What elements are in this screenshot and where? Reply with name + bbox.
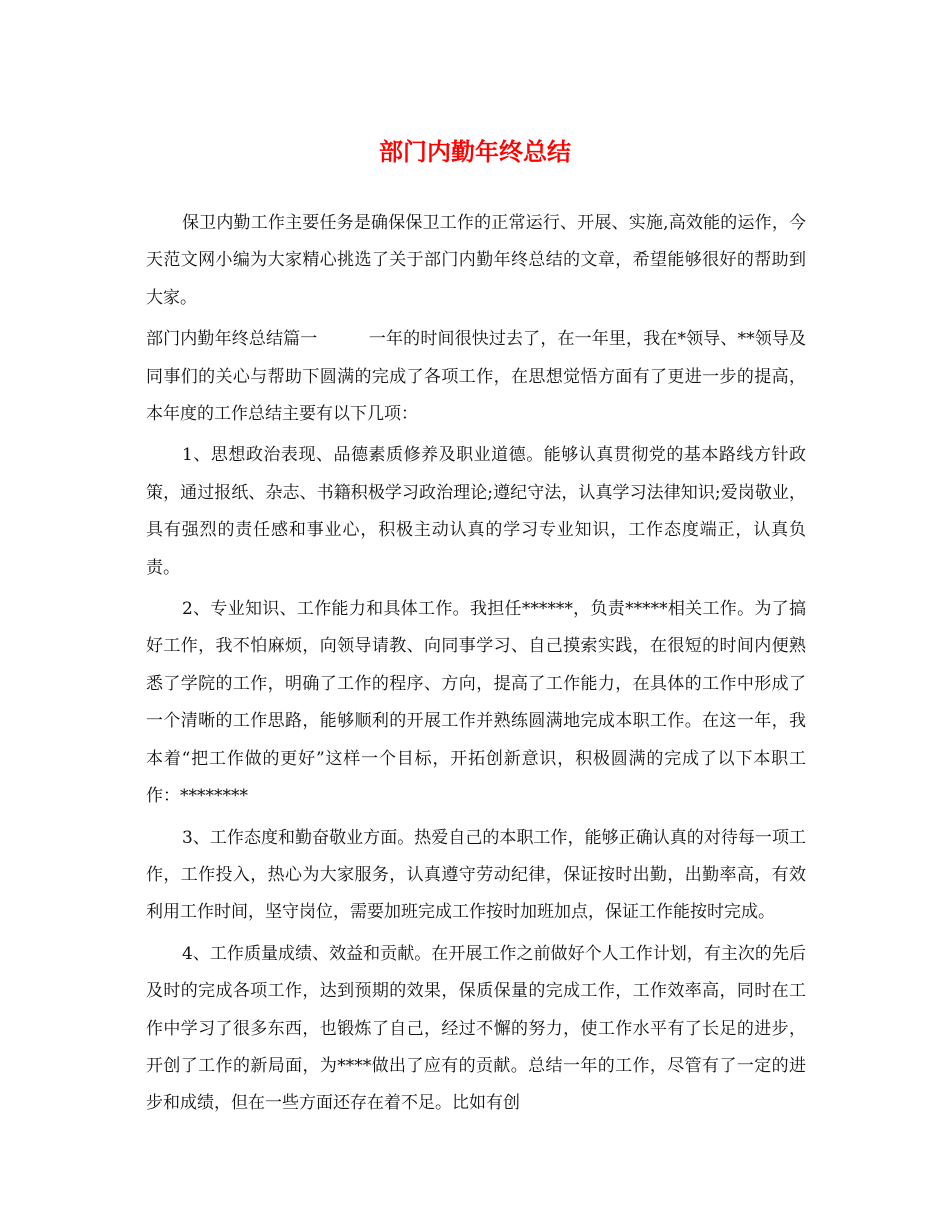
item-3-paragraph: 3、工作态度和勤奋敬业方面。热爱自己的本职工作，能够正确认真的对待每一项工作，工作投入，热心为大家服务，认真遵守劳动纪律，保证按时出勤，出勤率高，有效利用工作时间，坚守岗位，需要加班完成工作按时加班加点，保证工作能按时完成。 [146, 827, 806, 923]
document-body [146, 205, 806, 1123]
item-4-paragraph: 4、工作质量成绩、效益和贡献。在开展工作之前做好个人工作计划，有主次的先后及时的完成各项工作，达到预期的效果，保质保量的完成工作，工作效率高，同时在工作中学习了很多东西，也锻炼了自己，经过不懈的努力，使工作水平有了长足的进步，开创了工作的新局面，为****做出了应有的贡献。总结一年的工作，尽管有了一定的进步和成绩，但在一些方面还存在着不足。比如有创 [146, 943, 806, 1114]
intro-paragraph: 保卫内勤工作主要任务是确保保卫工作的正常运行、开展、实施,高效能的运作，今天范文网小编为大家精心挑选了关于部门内勤年终总结的文章，希望能够很好的帮助到大家。 [146, 213, 806, 308]
page-title: 部门内勤年终总结 [379, 138, 571, 166]
section-one-paragraph: 部门内勤年终总结篇一 一年的时间很快过去了，在一年里，我在*领导、**领导及同事们的关心与帮助下圆满的完成了各项工作，在思想觉悟方面有了更进一步的提高，本年度的工作总结主要有以下几项： [146, 329, 806, 425]
item-1-paragraph: 1、思想政治表现、品德素质修养及职业道德。能够认真贯彻党的基本路线方针政策，通过报纸、杂志、书籍积极学习政治理论;遵纪守法，认真学习法律知识;爱岗敬业，具有强烈的责任感和事业心，积极主动认真的学习专业知识，工作态度端正，认真负责。 [146, 445, 806, 578]
item-2-paragraph: 2、专业知识、工作能力和具体工作。我担任******，负责*****相关工作。为了搞好工作，我不怕麻烦，向领导请教、向同事学习、自己摸索实践，在很短的时间内便熟悉了学院的工作，明确了工作的程序、方向，提高了工作能力，在具体的工作中形成了一个清晰的工作思路，能够顺利的开展工作并熟练圆满地完成本职工作。在这一年，我本着“把工作做的更好”这样一个目标，开拓创新意识，积极圆满的完成了以下本职工作：******** [146, 599, 806, 807]
